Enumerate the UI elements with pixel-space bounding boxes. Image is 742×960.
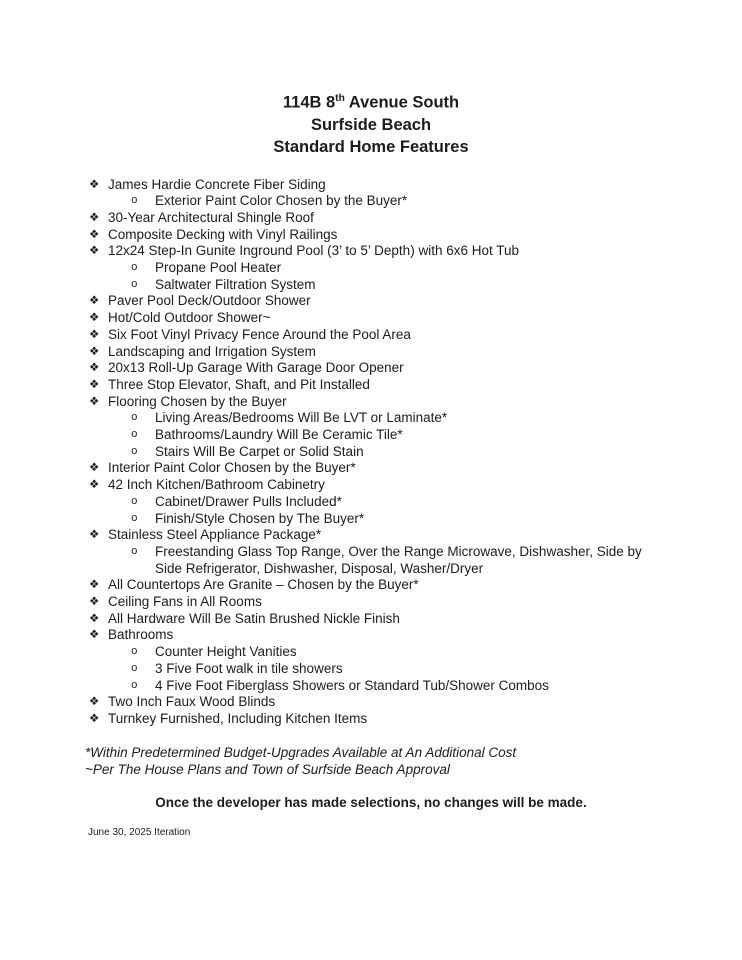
list-item (131, 260, 654, 277)
diamond-bullet-icon: ❖ (89, 629, 100, 642)
list-item (131, 661, 654, 678)
list-item (131, 277, 654, 294)
list-item (131, 644, 654, 661)
footnote-approval: ~Per The House Plans and Town of Surfside Beach Approval (85, 761, 450, 777)
list-item (89, 577, 654, 594)
list-item-text: Cabinet/Drawer Pulls Included* (155, 493, 342, 509)
list-item (131, 494, 654, 511)
list-item-text: Stairs Will Be Carpet or Solid Stain (155, 443, 364, 459)
list-item (89, 594, 654, 611)
circle-bullet-icon: o (131, 662, 138, 675)
list-item (131, 427, 654, 444)
list-item (89, 394, 654, 411)
title-address-prefix: 114B 8 (282, 93, 336, 112)
list-item-text: Living Areas/Bedrooms Will Be LVT or Laminate* (155, 410, 448, 426)
list-item-text: Two Inch Faux Wood Blinds (108, 694, 276, 710)
circle-bullet-icon: o (131, 545, 138, 558)
list-item-text: Composite Decking with Vinyl Railings (108, 226, 338, 242)
list-item (89, 711, 654, 728)
diamond-bullet-icon: ❖ (89, 696, 100, 709)
diamond-bullet-icon: ❖ (89, 328, 100, 341)
list-item-text: Stainless Steel Appliance Package* (108, 527, 322, 543)
list-item-text: All Countertops Are Granite – Chosen by the Buyer* (108, 577, 419, 593)
diamond-bullet-icon: ❖ (89, 211, 100, 224)
list-item-text: Propane Pool Heater (155, 260, 282, 276)
list-item (89, 227, 654, 244)
iteration-date: June 30, 2025 Iteration (88, 827, 191, 838)
list-item-text: 42 Inch Kitchen/Bathroom Cabinetry (108, 477, 325, 493)
list-item-text: Counter Height Vanities (155, 644, 297, 660)
list-item (89, 460, 654, 477)
list-item (131, 410, 654, 427)
circle-bullet-icon: o (131, 495, 138, 508)
circle-bullet-icon: o (131, 512, 138, 525)
circle-bullet-icon: o (131, 646, 138, 659)
list-item (89, 210, 654, 227)
list-item (89, 694, 654, 711)
list-item (131, 678, 654, 695)
diamond-bullet-icon: ❖ (89, 596, 100, 609)
list-item-text: 12x24 Step-In Gunite Inground Pool (3’ to 5’ Depth) with 6x6 Hot Tub (108, 243, 519, 259)
list-item-text: James Hardie Concrete Fiber Siding (108, 176, 326, 192)
circle-bullet-icon: o (131, 195, 138, 208)
title-line-subtitle: Standard Home Features (273, 137, 469, 156)
list-item-text: Landscaping and Irrigation System (108, 343, 316, 359)
list-item-text: Bathrooms/Laundry Will Be Ceramic Tile* (155, 427, 403, 443)
list-item (89, 177, 654, 194)
title-line-address (0, 88, 742, 114)
list-item-text: Finish/Style Chosen by The Buyer* (155, 510, 365, 526)
list-item-text: Flooring Chosen by the Buyer (108, 393, 287, 409)
list-item-text: Bathrooms (108, 627, 174, 643)
list-item (89, 477, 654, 494)
list-item (89, 360, 654, 377)
list-item (89, 243, 654, 260)
list-item (131, 193, 654, 210)
list-item (89, 344, 654, 361)
diamond-bullet-icon: ❖ (89, 178, 100, 191)
list-item-text: Three Stop Elevator, Shaft, and Pit Installed (108, 376, 370, 392)
list-item-text: Six Foot Vinyl Privacy Fence Around the Pool Area (108, 326, 411, 342)
list-item (89, 627, 654, 644)
diamond-bullet-icon: ❖ (89, 579, 100, 592)
list-item-text: Freestanding Glass Top Range, Over the Range Microwave, Dishwasher, Side by Side Refrigerator, Dishwasher, Disposal, Washer/Dryer (155, 543, 642, 576)
diamond-bullet-icon: ❖ (89, 245, 100, 258)
list-item-text: Hot/Cold Outdoor Shower~ (108, 310, 271, 326)
diamond-bullet-icon: ❖ (89, 378, 100, 391)
diamond-bullet-icon: ❖ (89, 295, 100, 308)
circle-bullet-icon: o (131, 445, 138, 458)
title-line-city: Surfside Beach (310, 115, 432, 134)
list-item (89, 611, 654, 628)
diamond-bullet-icon: ❖ (89, 479, 100, 492)
list-item-text: Saltwater Filtration System (155, 276, 316, 292)
list-item-text: 3 Five Foot walk in tile showers (155, 660, 343, 676)
list-item (89, 293, 654, 310)
list-item (89, 327, 654, 344)
diamond-bullet-icon: ❖ (89, 228, 100, 241)
circle-bullet-icon: o (131, 412, 138, 425)
circle-bullet-icon: o (131, 262, 138, 275)
list-item-text: Ceiling Fans in All Rooms (108, 594, 262, 610)
diamond-bullet-icon: ❖ (89, 362, 100, 375)
diamond-bullet-icon: ❖ (89, 395, 100, 408)
list-item (131, 544, 654, 577)
diamond-bullet-icon: ❖ (89, 345, 100, 358)
diamond-bullet-icon: ❖ (89, 612, 100, 625)
circle-bullet-icon: o (131, 429, 138, 442)
list-item-text: 30-Year Architectural Shingle Roof (108, 209, 314, 225)
list-item-text: Exterior Paint Color Chosen by the Buyer* (155, 193, 408, 209)
document-title (0, 88, 742, 158)
circle-bullet-icon: o (131, 679, 138, 692)
title-address-ordinal-superscript: th (335, 93, 345, 104)
circle-bullet-icon: o (131, 278, 138, 291)
footnotes (85, 745, 742, 779)
diamond-bullet-icon: ❖ (89, 529, 100, 542)
diamond-bullet-icon: ❖ (89, 462, 100, 475)
list-item (89, 377, 654, 394)
list-item-text: Interior Paint Color Chosen by the Buyer* (108, 460, 356, 476)
developer-selections-notice: Once the developer has made selections, no changes will be made. (155, 795, 587, 811)
list-item-text: All Hardware Will Be Satin Brushed Nickle Finish (108, 610, 400, 626)
list-item (131, 444, 654, 461)
title-address-suffix: Avenue South (344, 93, 460, 112)
list-item (89, 310, 654, 327)
list-item (131, 511, 654, 528)
diamond-bullet-icon: ❖ (89, 312, 100, 325)
list-item-text: Paver Pool Deck/Outdoor Shower (108, 293, 311, 309)
list-item (89, 527, 654, 544)
features-list (88, 177, 654, 728)
list-item-text: Turnkey Furnished, Including Kitchen Items (108, 711, 368, 726)
list-item-text: 4 Five Foot Fiberglass Showers or Standard Tub/Shower Combos (155, 677, 549, 693)
footnote-budget-upgrades: *Within Predetermined Budget-Upgrades Available at An Additional Cost (85, 744, 517, 760)
list-item-text: 20x13 Roll-Up Garage With Garage Door Opener (108, 360, 404, 376)
diamond-bullet-icon: ❖ (89, 713, 100, 725)
